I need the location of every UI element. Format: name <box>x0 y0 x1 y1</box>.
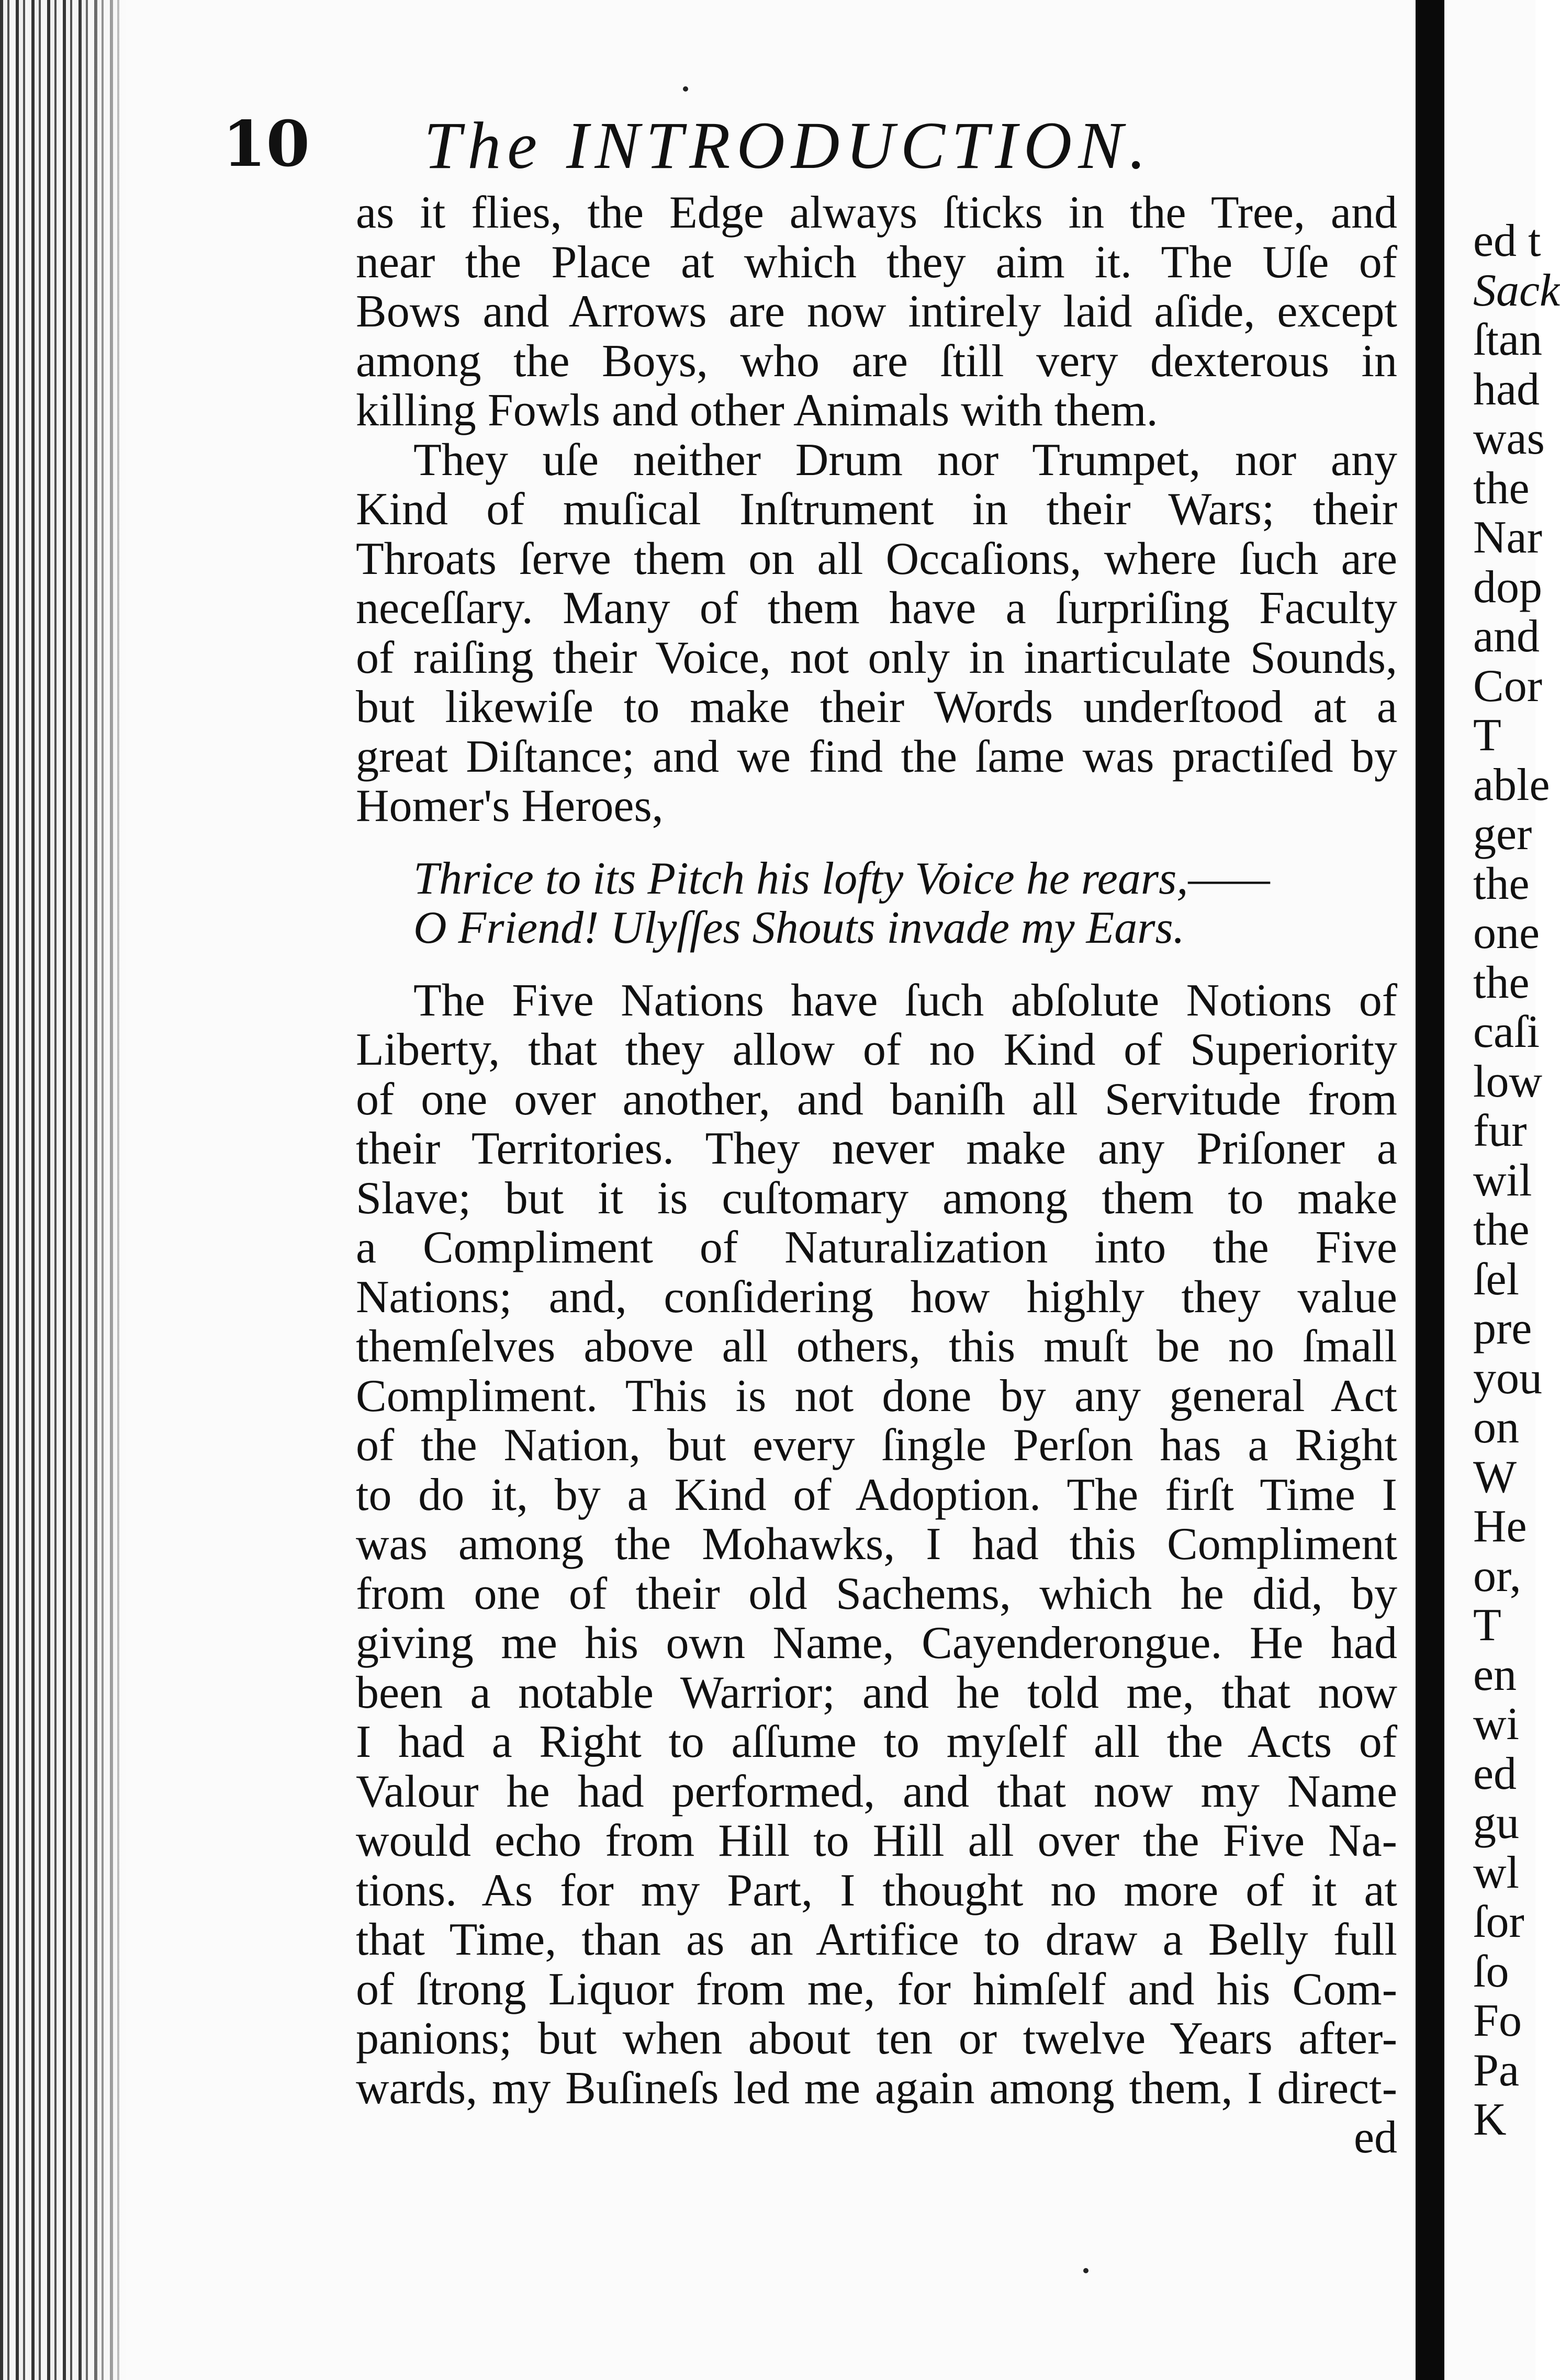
facing-page-fragment: He <box>1473 1501 1527 1552</box>
facing-page-fragment: ger <box>1473 809 1532 860</box>
speck <box>683 86 688 92</box>
body-line: of raiſing their Voice, not only in inarticulate Sounds, <box>356 632 1397 683</box>
quote-line: O Friend! Ulyſſes Shouts invade my Ears. <box>413 903 1185 953</box>
facing-page-fragment: the <box>1473 957 1530 1008</box>
body-line: Compliment. This is not done by any general Act <box>356 1370 1397 1422</box>
facing-page-fragment: one <box>1473 908 1540 958</box>
gutter-shadow <box>78 0 141 2380</box>
facing-page-fragment: W <box>1473 1451 1517 1503</box>
facing-page-fragment: wi <box>1473 1699 1519 1750</box>
body-line: giving me his own Name, Cayenderongue. He had <box>356 1618 1397 1668</box>
speck <box>1083 2268 1088 2273</box>
body-line: a Compliment of Naturalization into the Five <box>356 1222 1397 1273</box>
body-line: I had a Right to aſſume to myſelf all the Acts of <box>356 1717 1397 1767</box>
facing-page-fragment: fur <box>1473 1106 1527 1156</box>
body-line: great Diſtance; and we find the ſame was practiſed by <box>356 731 1397 782</box>
body-line: They uſe neither Drum nor Trumpet, nor any <box>413 434 1397 486</box>
body-line: would echo from Hill to Hill all over the Five Na- <box>356 1815 1397 1866</box>
body-line: neceſſary. Many of them have a ſurpriſing Faculty <box>356 583 1397 634</box>
body-line: that Time, than as an Artifice to draw a Belly full <box>356 1914 1397 1965</box>
body-line: but likewiſe to make their Words underſtood at a <box>356 682 1397 732</box>
body-line: of the Nation, but every ſingle Perſon has a Right <box>356 1420 1397 1471</box>
facing-page-fragment: on <box>1473 1402 1519 1453</box>
facing-page-fragment: wl <box>1473 1847 1519 1898</box>
body-line: of ſtrong Liquor from me, for himſelf and his Com- <box>356 1964 1397 2015</box>
body-line: Valour he had performed, and that now my Name <box>356 1766 1397 1817</box>
facing-page-fragment: dop <box>1473 561 1542 613</box>
facing-page-fragment: K <box>1473 2094 1507 2145</box>
facing-page-fragment: Nar <box>1473 512 1542 563</box>
facing-page-fragment: the <box>1473 858 1530 909</box>
body-line: to do it, by a Kind of Adoption. The firſt Time I <box>356 1469 1397 1520</box>
body-text <box>356 188 1397 2163</box>
facing-page-fragment: ſtan <box>1473 314 1542 365</box>
body-line: Bows and Arrows are now intirely laid aſide, except <box>356 286 1397 337</box>
facing-page-fragment: Pa <box>1473 2045 1519 2096</box>
facing-page-fragment: gu <box>1473 1798 1519 1848</box>
body-line: their Territories. They never make any Priſoner a <box>356 1123 1397 1174</box>
body-line: Throats ſerve them on all Occaſions, where ſuch are <box>356 533 1397 584</box>
facing-page-fragment: was <box>1473 413 1545 464</box>
facing-page-fragment: or, <box>1473 1550 1521 1601</box>
body-line: The Five Nations have ſuch abſolute Notions of <box>413 975 1397 1026</box>
facing-page-fragment: pre <box>1473 1303 1532 1354</box>
body-line: Homer's Heroes, <box>356 781 664 831</box>
body-line: Slave; but it is cuſtomary among them to make <box>356 1172 1397 1224</box>
facing-page-fragment: the <box>1473 1204 1530 1255</box>
running-head: The INTRODUCTION. <box>424 108 1152 183</box>
facing-page-fragment: ſel <box>1473 1254 1519 1305</box>
facing-page-fragment: and <box>1473 611 1540 662</box>
facing-page-fragment: en <box>1473 1649 1517 1700</box>
facing-page-fragment: Cor <box>1473 660 1542 712</box>
quote-line: Thrice to its Pitch his lofty Voice he rears,—— <box>413 853 1270 904</box>
facing-page-fragment: low <box>1473 1056 1542 1107</box>
facing-page-fragment: ed t <box>1473 216 1541 266</box>
facing-page-fragment: ſo <box>1473 1946 1509 1997</box>
page-divider <box>1416 0 1444 2380</box>
facing-page-fragment: Sack <box>1473 265 1560 316</box>
facing-page-fragment: the <box>1473 463 1530 514</box>
page-number: 10 <box>222 107 310 181</box>
body-line: wards, my Buſineſs led me again among them, I direct- <box>356 2062 1397 2114</box>
facing-page-fragment: ſor <box>1473 1897 1524 1947</box>
body-line: been a notable Warrior; and he told me, that now <box>356 1667 1397 1718</box>
body-line: Nations; and, conſidering how highly they value <box>356 1271 1397 1323</box>
body-line: panions; but when about ten or twelve Years after- <box>356 2013 1397 2064</box>
body-line: tions. As for my Part, I thought no more of it at <box>356 1865 1397 1916</box>
facing-page-fragment: able <box>1473 759 1550 810</box>
facing-page-fragment: caſi <box>1473 1007 1540 1057</box>
body-line: near the Place at which they aim it. The Uſe of <box>356 236 1397 288</box>
body-line: Liberty, that they allow of no Kind of Superiority <box>356 1024 1397 1075</box>
facing-page-fragment: had <box>1473 364 1540 415</box>
body-line: of one over another, and baniſh all Servitude from <box>356 1074 1397 1125</box>
body-line: from one of their old Sachems, which he did, by <box>356 1568 1397 1619</box>
facing-page-fragment: wil <box>1473 1155 1532 1206</box>
body-line: themſelves above all others, this muſt be no ſmall <box>356 1321 1397 1372</box>
facing-page-fragment: T <box>1473 710 1501 761</box>
facing-page-fragment: ed <box>1473 1748 1517 1799</box>
catchword: ed <box>1353 2112 1397 2163</box>
body-line: killing Fowls and other Animals with them. <box>356 385 1158 436</box>
body-line: was among the Mohawks, I had this Compliment <box>356 1519 1397 1570</box>
facing-page-fragment: you <box>1473 1352 1542 1404</box>
facing-page-fragment: Fo <box>1473 1995 1522 2046</box>
body-line: Kind of muſical Inſtrument in their Wars; their <box>356 484 1397 535</box>
body-line: as it flies, the Edge always ſticks in the Tree, and <box>356 187 1397 238</box>
facing-page-fragment: T <box>1473 1600 1501 1651</box>
body-line: among the Boys, who are ſtill very dexterous in <box>356 335 1397 387</box>
